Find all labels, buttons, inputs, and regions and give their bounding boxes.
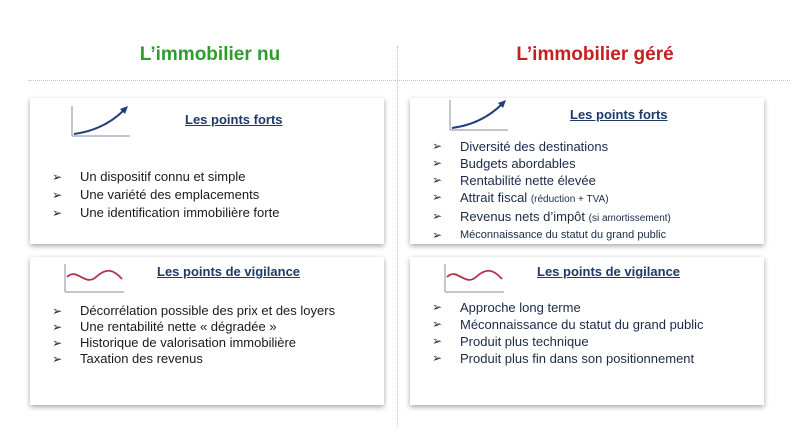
right-vigilance-list	[432, 299, 752, 367]
horizontal-divider	[28, 80, 790, 81]
list-item: ➢ Budgets abordables	[432, 156, 576, 171]
arrow-bullet-icon: ➢	[432, 173, 443, 187]
arrow-bullet-icon: ➢	[52, 336, 63, 350]
right-strengths-heading: Les points forts	[570, 107, 668, 122]
right-column-title: L’immobilier géré	[516, 44, 674, 65]
left-column-title: L’immobilier nu	[139, 44, 281, 65]
arrow-bullet-icon: ➢	[52, 188, 63, 202]
arrow-bullet-icon: ➢	[52, 206, 63, 220]
list-item: ➢ Méconnaissance du statut du grand public	[432, 317, 704, 332]
left-vigilance-card	[30, 257, 384, 405]
arrow-bullet-icon: ➢	[432, 209, 443, 223]
arrow-bullet-icon: ➢	[432, 351, 443, 365]
arrow-bullet-icon: ➢	[432, 190, 443, 204]
list-item: ➢ Attrait fiscal (réduction + TVA)	[432, 190, 609, 205]
list-item: ➢ Une rentabilité nette « dégradée »	[52, 319, 277, 334]
list-item: ➢ Produit plus technique	[432, 334, 589, 349]
arrow-bullet-icon: ➢	[432, 317, 443, 331]
left-vigilance-list	[52, 303, 372, 367]
list-item: ➢ Une variété des emplacements	[52, 187, 260, 202]
list-item: ➢ Approche long terme	[432, 300, 581, 315]
item-note: (réduction + TVA)	[530, 194, 609, 205]
arrow-bullet-icon: ➢	[52, 320, 63, 334]
growth-chart-icon	[446, 98, 512, 134]
left-vigilance-heading: Les points de vigilance	[157, 264, 301, 279]
right-vigilance-card	[410, 257, 764, 405]
arrow-bullet-icon: ➢	[52, 170, 63, 184]
left-strengths-card	[30, 98, 384, 244]
list-item: ➢ Historique de valorisation immobilière	[52, 335, 297, 350]
arrow-bullet-icon: ➢	[432, 139, 443, 153]
arrow-bullet-icon: ➢	[432, 228, 443, 242]
right-strengths-list	[432, 138, 762, 244]
arrow-bullet-icon: ➢	[432, 300, 443, 314]
arrow-bullet-icon: ➢	[52, 304, 63, 318]
item-note: (si amortissement)	[588, 213, 671, 224]
right-strengths-card	[410, 98, 764, 244]
list-item: ➢ Revenus nets d’impôt (si amortissement)	[432, 209, 671, 224]
list-item: ➢ Diversité des destinations	[432, 139, 609, 154]
list-item: ➢ Méconnaissance du statut du grand public	[432, 228, 667, 242]
growth-chart-icon	[68, 104, 134, 140]
left-strengths-heading: Les points forts	[185, 112, 283, 127]
list-item: ➢ Taxation des revenus	[52, 351, 203, 366]
left-strengths-list	[52, 168, 372, 222]
wave-chart-icon	[440, 262, 508, 296]
list-item: ➢ Décorrélation possible des prix et des loyers	[52, 303, 336, 318]
list-item: ➢ Une identification immobilière forte	[52, 205, 280, 220]
list-item: ➢ Un dispositif connu et simple	[52, 169, 246, 184]
wave-chart-icon	[60, 262, 128, 296]
arrow-bullet-icon: ➢	[52, 352, 63, 366]
arrow-bullet-icon: ➢	[432, 156, 443, 170]
vertical-divider	[397, 46, 398, 426]
arrow-bullet-icon: ➢	[432, 334, 443, 348]
right-vigilance-heading: Les points de vigilance	[537, 264, 681, 279]
list-item: ➢ Produit plus fin dans son positionnement	[432, 351, 695, 366]
list-item: ➢ Rentabilité nette élevée	[432, 173, 596, 188]
